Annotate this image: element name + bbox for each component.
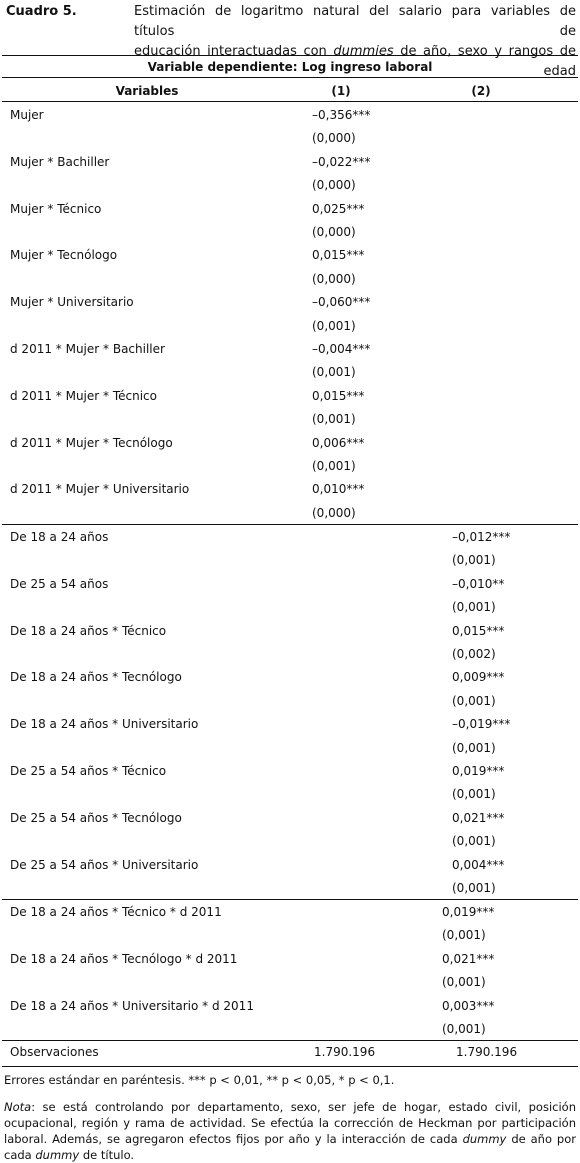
- note-emphasis: dummy: [35, 1148, 80, 1162]
- observations-label: Observaciones: [10, 1045, 99, 1059]
- table-row: [2, 762, 578, 780]
- table-row: [2, 926, 578, 944]
- standard-error: (0,001): [442, 1022, 486, 1036]
- table-row: [2, 973, 578, 991]
- standard-error: (0,001): [452, 787, 496, 802]
- table-row: [2, 434, 578, 452]
- table-row: [2, 692, 578, 710]
- table-row: [2, 457, 578, 475]
- table-note: [4, 1099, 576, 1163]
- table-row: [2, 832, 578, 850]
- variable-label: De 18 a 24 años: [10, 530, 109, 544]
- header-bottom-rule: [2, 101, 578, 102]
- table-row: [2, 246, 578, 264]
- table-row: [2, 903, 578, 921]
- observations-row: [2, 1043, 578, 1061]
- table-row: [2, 997, 578, 1015]
- coefficient: 0,015***: [452, 623, 505, 638]
- variable-label: d 2011 * Mujer * Universitario: [10, 482, 190, 497]
- table-number: Cuadro 5.: [6, 4, 77, 19]
- section-rule: [2, 899, 578, 900]
- bottom-rule: [2, 1066, 578, 1067]
- header-rule: [2, 77, 578, 78]
- note-text: de año por cada: [4, 1132, 576, 1162]
- title-text: educación interactuadas con: [134, 44, 334, 59]
- table-row: [2, 739, 578, 757]
- coefficient: –0,012***: [452, 530, 511, 544]
- note-text: de título.: [79, 1148, 135, 1162]
- standard-error: (0,002): [452, 647, 496, 661]
- coefficient: –0,010**: [452, 576, 505, 591]
- note-label: Nota: [4, 1100, 32, 1114]
- standard-error: (0,001): [452, 600, 496, 615]
- variable-label: d 2011 * Mujer * Bachiller: [10, 342, 165, 356]
- coefficient: 0,019***: [452, 764, 505, 778]
- variable-label: Mujer * Tecnólogo: [10, 248, 118, 263]
- variable-label: d 2011 * Mujer * Tecnólogo: [10, 435, 173, 450]
- standard-error: (0,001): [452, 740, 496, 755]
- variable-label: De 25 a 54 años: [10, 576, 109, 591]
- table-row: [2, 270, 578, 288]
- standard-error: (0,000): [312, 505, 356, 520]
- variables-header: Variables: [115, 84, 179, 98]
- column-headers: [2, 82, 578, 100]
- table-row: [2, 785, 578, 803]
- standard-error: (0,000): [312, 225, 356, 239]
- coefficient: 0,006***: [312, 435, 365, 450]
- table-row: [2, 153, 578, 171]
- table-row: [2, 950, 578, 968]
- table-row: [2, 645, 578, 663]
- table-row: [2, 668, 578, 686]
- section-rule: [2, 524, 578, 525]
- variable-label: De 25 a 54 años * Tecnólogo: [10, 810, 182, 825]
- standard-error: (0,001): [452, 553, 496, 568]
- standard-error: (0,001): [452, 881, 496, 895]
- variable-label: De 18 a 24 años * Universitario * d 2011: [10, 998, 254, 1013]
- table-row: [2, 410, 578, 428]
- table-row: [2, 551, 578, 569]
- table-row: [2, 293, 578, 311]
- coefficient: 0,021***: [452, 810, 505, 825]
- standard-error: (0,001): [312, 365, 356, 380]
- table-row: [2, 363, 578, 381]
- col2-header: (2): [471, 84, 491, 98]
- coefficient: –0,019***: [452, 717, 511, 732]
- variable-label: Mujer * Bachiller: [10, 154, 110, 169]
- table-row: [2, 480, 578, 498]
- coefficient: 0,021***: [442, 951, 495, 966]
- table-row: [2, 856, 578, 874]
- table-row: [2, 879, 578, 897]
- dependent-variable-header: Variable dependiente: Log ingreso laboral: [147, 60, 433, 74]
- standard-error: (0,001): [312, 318, 356, 333]
- variable-label: De 25 a 54 años * Técnico: [10, 764, 167, 778]
- standard-error: (0,001): [442, 928, 486, 943]
- table-row: [2, 504, 578, 522]
- variable-label: d 2011 * Mujer * Técnico: [10, 388, 157, 403]
- table-row: [2, 715, 578, 733]
- coefficient: 0,019***: [442, 905, 495, 919]
- standard-error: (0,000): [312, 271, 356, 286]
- table-row: [2, 598, 578, 616]
- table-row: [2, 387, 578, 405]
- section-rule: [2, 1040, 578, 1041]
- table-row: [2, 223, 578, 241]
- table-row: [2, 575, 578, 593]
- title-text: de año, sexo y rangos de edad: [393, 44, 576, 79]
- observations-col2: 1.790.196: [456, 1045, 518, 1059]
- note-emphasis: dummy: [462, 1132, 507, 1146]
- variable-label: De 18 a 24 años * Universitario: [10, 717, 199, 732]
- table-row: [2, 809, 578, 827]
- table-row: [2, 200, 578, 218]
- coefficient: 0,015***: [312, 388, 365, 403]
- variable-label: Mujer * Universitario: [10, 295, 134, 310]
- top-rule: [2, 55, 578, 56]
- coefficient: –0,022***: [312, 154, 371, 169]
- table-row: [2, 622, 578, 640]
- variable-label: De 25 a 54 años * Universitario: [10, 857, 199, 872]
- table-row: [2, 317, 578, 335]
- variable-label: De 18 a 24 años * Técnico: [10, 623, 167, 638]
- coefficient: 0,010***: [312, 482, 365, 497]
- col1-header: (1): [331, 84, 351, 98]
- title-emphasis: dummies: [333, 44, 394, 59]
- standard-error: (0,001): [452, 834, 496, 849]
- coefficient: 0,025***: [312, 201, 365, 216]
- coefficient: –0,004***: [312, 342, 371, 356]
- coefficient: 0,009***: [452, 670, 505, 685]
- variable-label: De 18 a 24 años * Tecnólogo * d 2011: [10, 951, 238, 966]
- standard-error: (0,001): [312, 412, 356, 427]
- standard-error: (0,001): [312, 459, 356, 473]
- standard-error: (0,001): [452, 693, 496, 708]
- table-row: [2, 176, 578, 194]
- observations-col1: 1.790.196: [314, 1045, 376, 1059]
- title-line-1: Estimación de logaritmo natural del salario para variables de títulos de: [134, 4, 576, 39]
- variable-label: Mujer * Técnico: [10, 201, 102, 216]
- table-row: [2, 106, 578, 124]
- coefficient: –0,060***: [312, 295, 371, 310]
- variable-label: De 18 a 24 años * Técnico * d 2011: [10, 905, 222, 919]
- standard-error: (0,001): [442, 975, 486, 990]
- variable-label: Mujer: [10, 108, 44, 122]
- coefficient: –0,356***: [312, 108, 371, 122]
- standard-error: (0,000): [312, 131, 356, 146]
- table-row: [2, 340, 578, 358]
- standard-error: (0,000): [312, 178, 356, 193]
- note-text: : se está controlando por departamento, sexo, ser jefe de hogar, estado civil, posición ocupacional, región y rama de actividad. Se efectúa la corrección de Heckman por participación laboral. Además, se agregaron efectos fijos por año y la interacción de cada: [4, 1100, 576, 1146]
- table-row: [2, 1020, 578, 1038]
- coefficient: 0,004***: [452, 857, 505, 872]
- variable-label: De 18 a 24 años * Tecnólogo: [10, 670, 182, 685]
- table-row: [2, 129, 578, 147]
- coefficient: 0,015***: [312, 248, 365, 263]
- table-row: [2, 528, 578, 546]
- coefficient: 0,003***: [442, 998, 495, 1013]
- footnote: Errores estándar en paréntesis. *** p < 0,01, ** p < 0,05, * p < 0,1.: [4, 1073, 395, 1087]
